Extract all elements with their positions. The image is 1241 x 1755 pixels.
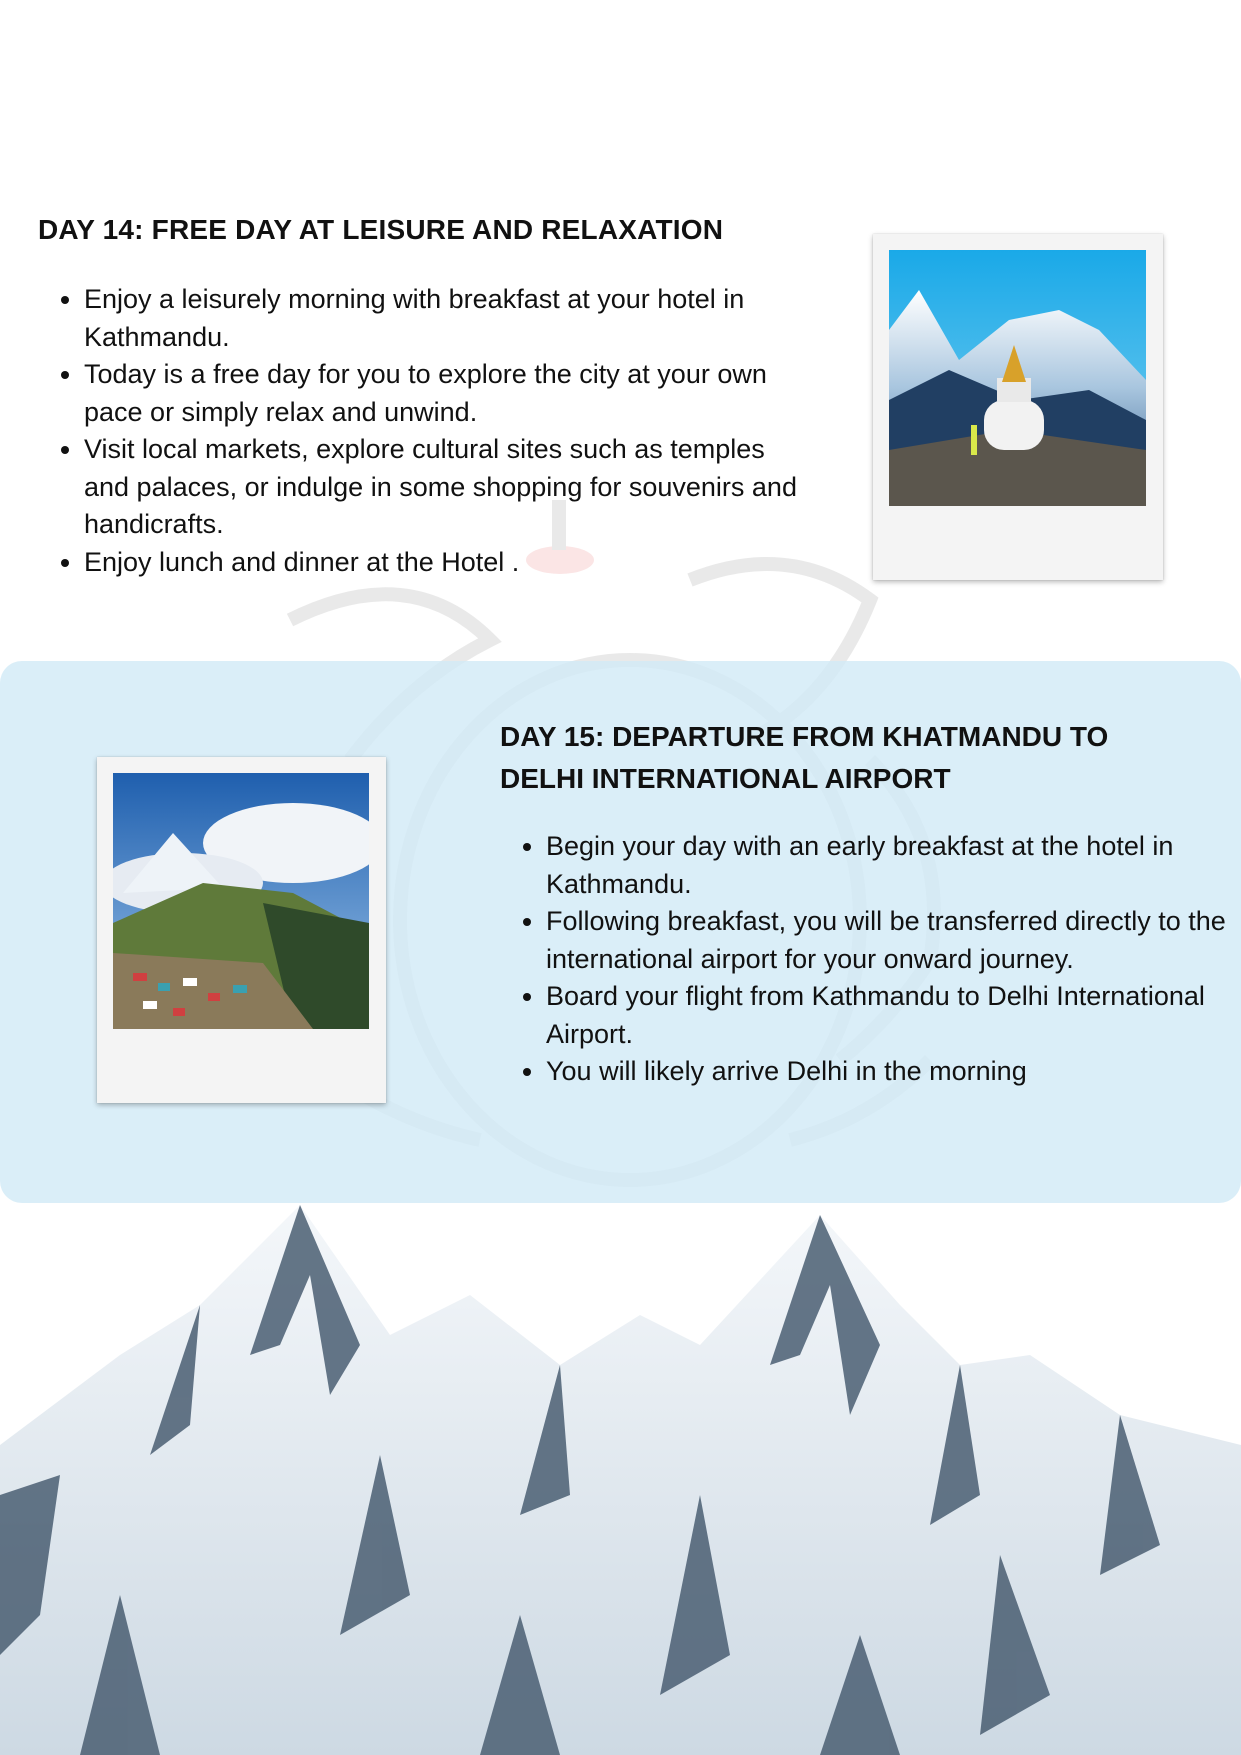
list-item: • You will likely arrive Delhi in the morning xyxy=(546,1053,1241,1091)
stupa-mountain-photo xyxy=(889,250,1146,506)
village-photo-frame xyxy=(97,757,386,1103)
day15-bullet-list xyxy=(500,828,1241,1091)
stupa-photo-frame xyxy=(873,234,1163,580)
snowy-mountains-image xyxy=(0,1195,1241,1755)
list-item: • Enjoy lunch and dinner at the Hotel . xyxy=(84,544,804,582)
list-item: • Enjoy a leisurely morning with breakfast at your hotel in Kathmandu. xyxy=(84,281,804,356)
mountain-village-photo xyxy=(113,773,369,1029)
day15-title: DAY 15: DEPARTURE FROM KHATMANDU TO DELHI INTERNATIONAL AIRPORT xyxy=(500,721,1109,794)
list-item: • Board your flight from Kathmandu to Delhi International Airport. xyxy=(546,978,1241,1053)
list-item: • Today is a free day for you to explore the city at your own pace or simply relax and unwind. xyxy=(84,356,804,431)
day14-title: DAY 14: FREE DAY AT LEISURE AND RELAXATION xyxy=(38,214,724,245)
list-item: • Following breakfast, you will be transferred directly to the international airport for your onward journey. xyxy=(546,903,1241,978)
day14-bullet-list xyxy=(38,281,804,581)
list-item: • Begin your day with an early breakfast at the hotel in Kathmandu. xyxy=(546,828,1241,903)
list-item: • Visit local markets, explore cultural sites such as temples and palaces, or indulge in some shopping for souvenirs and handicrafts. xyxy=(84,431,804,544)
